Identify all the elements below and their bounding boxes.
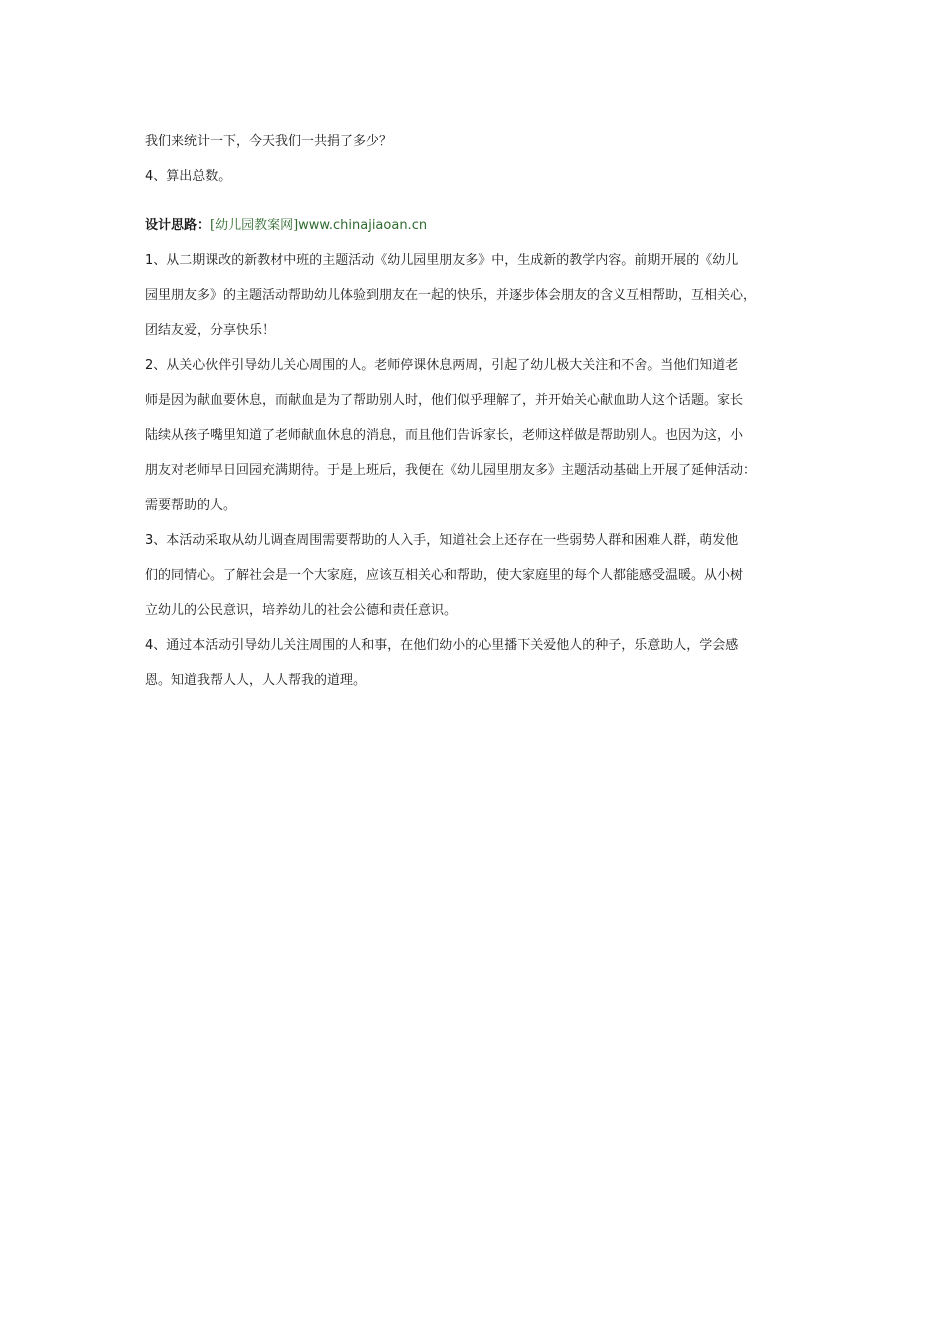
point-number: 4 [145, 638, 154, 653]
step-text: 、算出总数。 [153, 169, 232, 184]
design-point-2 [145, 348, 813, 523]
point-line [145, 523, 813, 558]
point-number: 2 [145, 358, 154, 373]
site-link-url: www.chinajiaoan.cn [298, 218, 428, 233]
point-line [145, 348, 813, 383]
point-line: 陆续从孩子嘴里知道了老师献血休息的消息，而且他们告诉家长，老师这样做是帮助别人。也因为这，小 [145, 428, 744, 443]
document-body [145, 124, 813, 698]
point-line: 团结友爱，分享快乐！ [145, 323, 276, 338]
intro-step-4 [145, 159, 813, 194]
site-link-name: [幼儿园教案网] [210, 218, 299, 233]
step-number: 4 [145, 169, 154, 184]
design-heading: 设计思路： [145, 218, 211, 233]
point-line: 需要帮助的人。 [145, 498, 237, 513]
point-line: 园里朋友多》的主题活动帮助幼儿体验到朋友在一起的快乐，并逐步体会朋友的含义互相帮助，互相关心， [145, 288, 757, 303]
point-line: 朋友对老师早日回园充满期待。于是上班后，我便在《幼儿园里朋友多》主题活动基础上开展了延伸活动： [145, 463, 757, 478]
intro-line: 我们来统计一下，今天我们一共捐了多少？ [145, 134, 393, 149]
design-point-1 [145, 243, 813, 348]
point-text: 、本活动采取从幼儿调查周围需要帮助的人入手，知道社会上还存在一些弱势人群和困难人群，萌发他 [153, 533, 739, 548]
point-line: 们的同情心。了解社会是一个大家庭，应该互相关心和帮助，使大家庭里的每个人都能感受温暖。从小树 [145, 568, 744, 583]
point-line: 立幼儿的公民意识，培养幼儿的社会公德和责任意识。 [145, 603, 458, 618]
site-link[interactable] [210, 218, 427, 233]
design-point-4 [145, 628, 813, 698]
point-text: 、通过本活动引导幼儿关注周围的人和事，在他们幼小的心里播下关爱他人的种子，乐意助人，学会感 [153, 638, 739, 653]
point-line [145, 243, 813, 278]
point-line: 师是因为献血要休息，而献血是为了帮助别人时，他们似乎理解了，并开始关心献血助人这个话题。家长 [145, 393, 744, 408]
point-text: 、从关心伙伴引导幼儿关心周围的人。老师停课休息两周，引起了幼儿极大关注和不舍。当他们知道老 [153, 358, 739, 373]
design-heading-line [145, 208, 813, 243]
design-point-3 [145, 523, 813, 628]
point-line: 恩。知道我帮人人，人人帮我的道理。 [145, 673, 367, 688]
point-number: 1 [145, 253, 154, 268]
point-line [145, 628, 813, 663]
point-text: 、从二期课改的新教材中班的主题活动《幼儿园里朋友多》中，生成新的教学内容。前期开展的《幼儿 [153, 253, 739, 268]
paragraph-gap [145, 194, 813, 208]
point-number: 3 [145, 533, 154, 548]
